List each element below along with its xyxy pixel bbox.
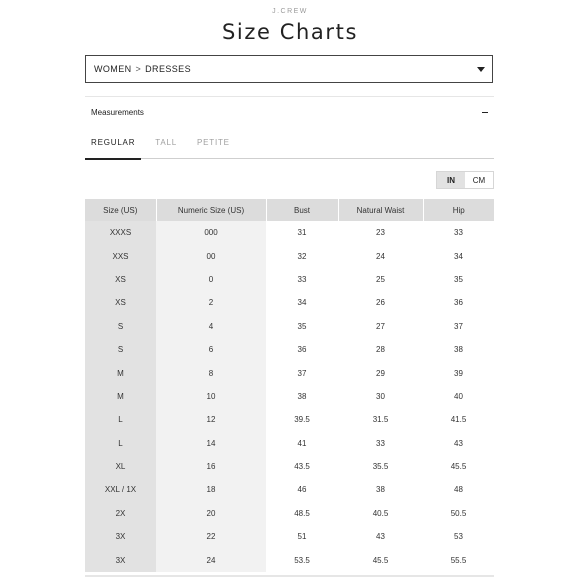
cell-size: L xyxy=(85,408,156,431)
cell-bust: 48.5 xyxy=(266,502,338,525)
cell-natural-waist: 38 xyxy=(338,478,423,501)
cell-size: XXXS xyxy=(85,221,156,244)
collapse-minus-icon[interactable] xyxy=(482,112,488,113)
cell-hip: 53 xyxy=(423,525,494,548)
cell-numeric-size: 18 xyxy=(156,478,266,501)
unit-toggle xyxy=(436,171,494,189)
table-row xyxy=(85,291,494,314)
cell-hip: 48 xyxy=(423,478,494,501)
header-hip: Hip xyxy=(423,199,494,221)
table-row xyxy=(85,385,494,408)
cell-numeric-size: 16 xyxy=(156,455,266,478)
unit-in-button[interactable]: IN xyxy=(437,172,465,188)
cell-natural-waist: 43 xyxy=(338,525,423,548)
table-row xyxy=(85,268,494,291)
cell-natural-waist: 28 xyxy=(338,338,423,361)
cell-hip: 39 xyxy=(423,361,494,384)
cell-size: 3X xyxy=(85,525,156,548)
cell-numeric-size: 000 xyxy=(156,221,266,244)
cell-natural-waist: 31.5 xyxy=(338,408,423,431)
category-women: WOMEN xyxy=(94,64,132,74)
table-row xyxy=(85,502,494,525)
cell-bust: 32 xyxy=(266,244,338,267)
table-row xyxy=(85,525,494,548)
fit-tabs xyxy=(85,132,494,159)
cell-hip: 38 xyxy=(423,338,494,361)
cell-size: L xyxy=(85,432,156,455)
cell-hip: 50.5 xyxy=(423,502,494,525)
header-numeric-size: Numeric Size (US) xyxy=(156,199,266,221)
table-row xyxy=(85,432,494,455)
tab-tall[interactable]: TALL xyxy=(155,138,178,147)
accordion-label: Measurements xyxy=(91,107,144,117)
cell-hip: 43 xyxy=(423,432,494,455)
divider xyxy=(85,96,494,97)
cell-hip: 36 xyxy=(423,291,494,314)
cell-numeric-size: 8 xyxy=(156,361,266,384)
cell-numeric-size: 00 xyxy=(156,244,266,267)
table-row xyxy=(85,408,494,431)
table-row xyxy=(85,361,494,384)
cell-size: XXL / 1X xyxy=(85,478,156,501)
header-bust: Bust xyxy=(266,199,338,221)
cell-numeric-size: 12 xyxy=(156,408,266,431)
cell-natural-waist: 30 xyxy=(338,385,423,408)
header-size: Size (US) xyxy=(85,199,156,221)
tab-regular[interactable]: REGULAR xyxy=(85,132,141,160)
table-row xyxy=(85,455,494,478)
cell-natural-waist: 25 xyxy=(338,268,423,291)
cell-hip: 55.5 xyxy=(423,548,494,571)
cell-size: 3X xyxy=(85,548,156,571)
header-natural-waist: Natural Waist xyxy=(338,199,423,221)
cell-hip: 35 xyxy=(423,268,494,291)
cell-size: XXS xyxy=(85,244,156,267)
cell-numeric-size: 0 xyxy=(156,268,266,291)
cell-bust: 51 xyxy=(266,525,338,548)
cell-numeric-size: 24 xyxy=(156,548,266,571)
tab-petite[interactable]: PETITE xyxy=(197,138,230,147)
table-row xyxy=(85,244,494,267)
cell-hip: 37 xyxy=(423,315,494,338)
table-row xyxy=(85,315,494,338)
cell-hip: 34 xyxy=(423,244,494,267)
cell-size: M xyxy=(85,385,156,408)
cell-bust: 53.5 xyxy=(266,548,338,571)
table-row xyxy=(85,338,494,361)
cell-bust: 38 xyxy=(266,385,338,408)
cell-natural-waist: 29 xyxy=(338,361,423,384)
cell-bust: 33 xyxy=(266,268,338,291)
table-row xyxy=(85,478,494,501)
cell-bust: 34 xyxy=(266,291,338,314)
cell-natural-waist: 24 xyxy=(338,244,423,267)
cell-numeric-size: 20 xyxy=(156,502,266,525)
cell-numeric-size: 4 xyxy=(156,315,266,338)
cell-numeric-size: 10 xyxy=(156,385,266,408)
cell-numeric-size: 22 xyxy=(156,525,266,548)
size-chart-table xyxy=(85,199,494,572)
page-title: Size Charts xyxy=(221,20,359,44)
category-dresses: DRESSES xyxy=(145,64,191,74)
cell-hip: 33 xyxy=(423,221,494,244)
cell-natural-waist: 35.5 xyxy=(338,455,423,478)
measurements-accordion[interactable] xyxy=(85,104,494,120)
cell-numeric-size: 14 xyxy=(156,432,266,455)
cell-size: XS xyxy=(85,268,156,291)
cell-bust: 46 xyxy=(266,478,338,501)
table-row xyxy=(85,221,494,244)
cell-numeric-size: 6 xyxy=(156,338,266,361)
table-header-row xyxy=(85,199,494,221)
brand-logo: J.CREW xyxy=(272,8,308,15)
table-row xyxy=(85,548,494,571)
cell-bust: 39.5 xyxy=(266,408,338,431)
cell-hip: 40 xyxy=(423,385,494,408)
breadcrumb-separator: > xyxy=(135,64,142,74)
cell-bust: 43.5 xyxy=(266,455,338,478)
category-dropdown[interactable] xyxy=(85,55,493,83)
cell-bust: 36 xyxy=(266,338,338,361)
cell-natural-waist: 27 xyxy=(338,315,423,338)
cell-hip: 45.5 xyxy=(423,455,494,478)
cell-bust: 37 xyxy=(266,361,338,384)
cell-hip: 41.5 xyxy=(423,408,494,431)
cell-bust: 41 xyxy=(266,432,338,455)
cell-numeric-size: 2 xyxy=(156,291,266,314)
cell-natural-waist: 45.5 xyxy=(338,548,423,571)
cell-size: XS xyxy=(85,291,156,314)
cell-natural-waist: 33 xyxy=(338,432,423,455)
cell-size: M xyxy=(85,361,156,384)
table-bottom-border xyxy=(85,575,494,577)
cell-natural-waist: 40.5 xyxy=(338,502,423,525)
cell-natural-waist: 23 xyxy=(338,221,423,244)
cell-size: XL xyxy=(85,455,156,478)
unit-cm-button[interactable]: CM xyxy=(465,172,493,188)
cell-size: 2X xyxy=(85,502,156,525)
caret-down-icon[interactable] xyxy=(477,67,485,72)
cell-size: S xyxy=(85,315,156,338)
cell-bust: 35 xyxy=(266,315,338,338)
cell-natural-waist: 26 xyxy=(338,291,423,314)
cell-bust: 31 xyxy=(266,221,338,244)
cell-size: S xyxy=(85,338,156,361)
